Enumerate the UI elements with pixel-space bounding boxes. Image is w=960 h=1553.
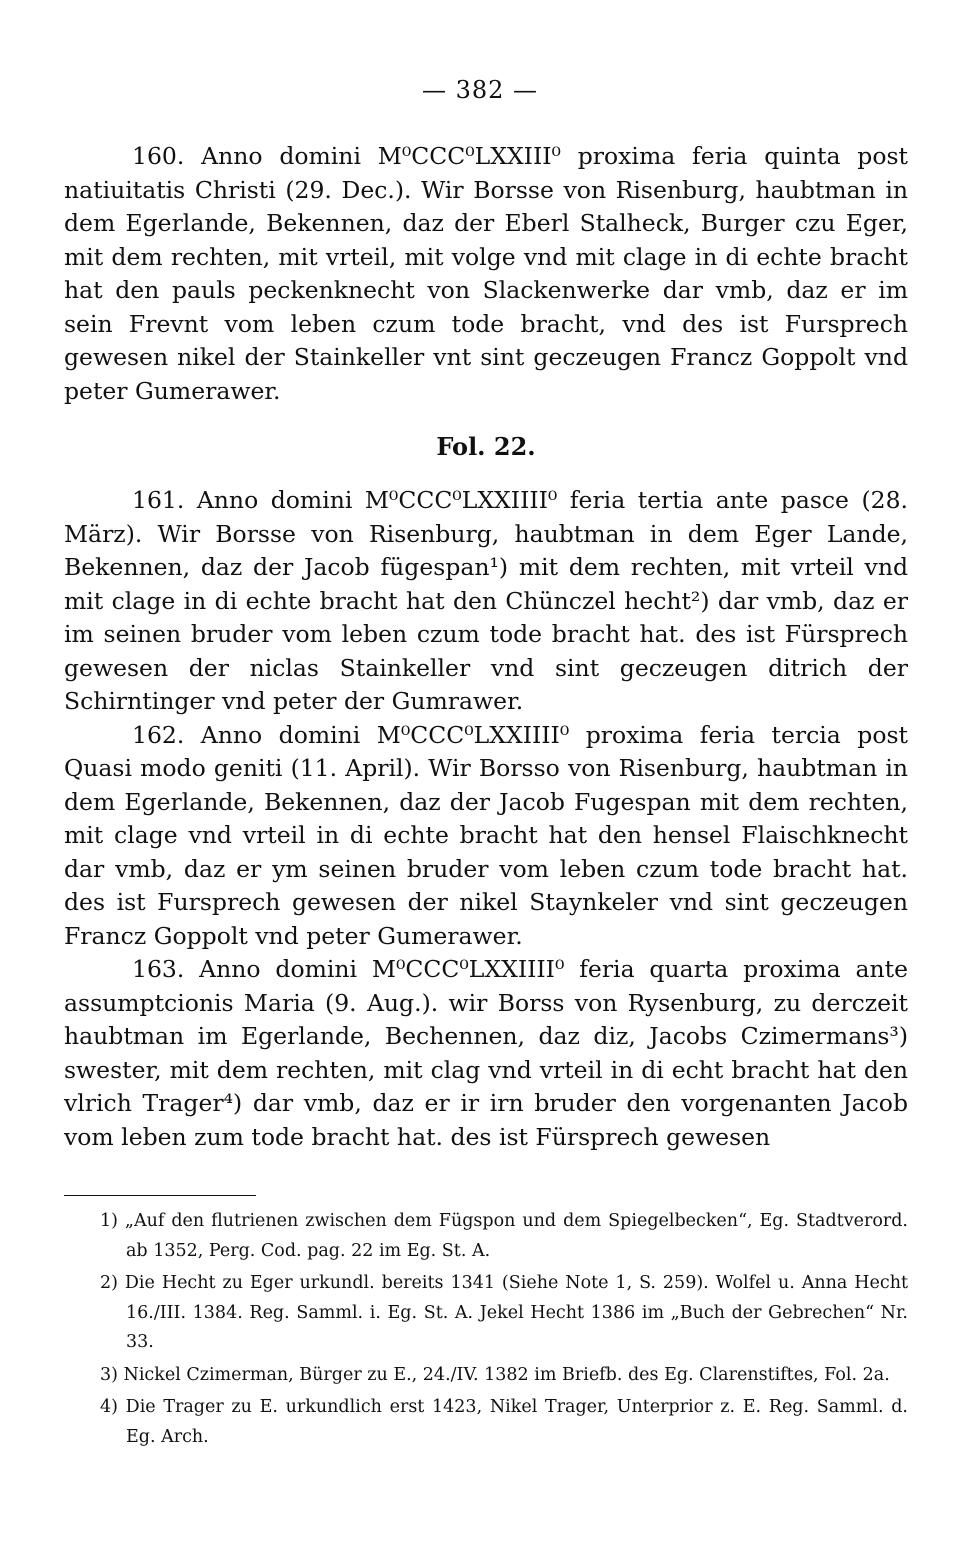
footnote-2: 2) Die Hecht zu Eger urkundl. bereits 1341 (Siehe Note 1, S. 259). Wolfel u. Anna Hecht 16./III. 1384. Reg. Samml. i. Eg. St. A. Jekel Hecht 1386 im „Buch der Gebrechen“ Nr. 33. bbox=[100, 1273, 908, 1352]
folio-heading: Fol. 22. bbox=[436, 432, 536, 461]
footnote-3: 3) Nickel Czimerman, Bürger zu E., 24./IV. 1382 im Briefb. des Eg. Clarenstiftes, Fol. 2a. bbox=[100, 1364, 890, 1385]
entry-163: 163. Anno domini M⁰CCC⁰LXXIIII⁰ feria quarta proxima ante assumptcionis Maria (9. Aug.). wir Borss von Rysenburg, zu derczeit haubtman im Egerlande, Bechennen, daz diz, Jacobs Czimermans³) swester, mit dem rechten, mit clag vnd vrteil in di echt bracht hat den vlrich Trager⁴) dar vmb, daz er ir irn bruder den vorgenanten Jacob vom leben zum tode bracht hat. des ist Fürsprech gewesen bbox=[64, 955, 908, 1151]
main-text bbox=[64, 140, 908, 1154]
entry-160: 160. Anno domini M⁰CCC⁰LXXIII⁰ proxima feria quinta post natiuitatis Christi (29. Dec.). Wir Borsse von Risenburg, haubtman in dem Egerlande, Bekennen, daz der Eberl Stalheck, Burger czu Eger, mit dem rechten, mit vrteil, mit volge vnd mit clage in di echte bracht hat den pauls peckenknecht von Slackenwerke dar vmb, daz er im sein Frevnt vom leben czum tode bracht, vnd des ist Fursprech gewesen nikel der Stainkeller vnt sint geczeugen Francz Goppolt vnd peter Gumerawer. bbox=[64, 142, 908, 405]
page-number: — 382 — bbox=[421, 76, 539, 104]
footnote-4: 4) Die Trager zu E. urkundlich erst 1423, Nikel Trager, Unterprior z. E. Reg. Samml. d. Eg. Arch. bbox=[100, 1397, 908, 1447]
footnotes bbox=[64, 1207, 908, 1455]
footnote-1: 1) „Auf den flutrienen zwischen dem Fügspon und dem Spiegelbecken“, Eg. Stadtverord. ab 1352, Perg. Cod. pag. 22 im Eg. St. A. bbox=[100, 1211, 908, 1261]
footnote-divider bbox=[64, 1195, 256, 1196]
entry-161: 161. Anno domini M⁰CCC⁰LXXIIII⁰ feria tertia ante pasce (28. März). Wir Borsse von Risenburg, haubtman in dem Eger Lande, Bekennen, daz der Jacob fügespan¹) mit dem rechten, mit vrteil vnd mit clage in di echte bracht hat den Chünczel hecht²) dar vmb, daz er im seinen bruder vom leben czum tode bracht hat. des ist Fürsprech gewesen der niclas Stainkeller vnd sint geczeugen ditrich der Schirntinger vnd peter der Gumrawer. bbox=[64, 486, 908, 715]
entry-162: 162. Anno domini M⁰CCC⁰LXXIIII⁰ proxima feria tercia post Quasi modo geniti (11. April). Wir Borsso von Risenburg, haubtman in dem Egerlande, Bekennen, daz der Jacob Fugespan mit dem rechten, mit clage vnd vrteil in di echte bracht hat den hensel Flaischknecht dar vmb, daz er ym seinen bruder vom leben czum tode bracht hat. des ist Fursprech gewesen der nikel Staynkeler vnd sint geczeugen Francz Goppolt vnd peter Gumerawer. bbox=[64, 720, 908, 950]
